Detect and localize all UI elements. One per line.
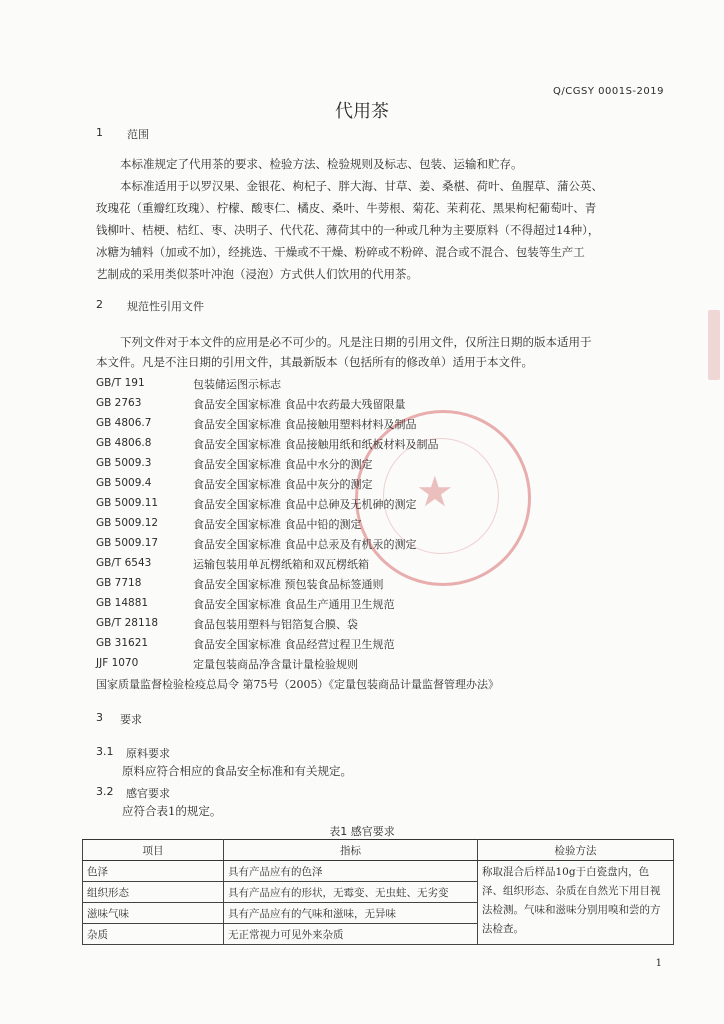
page-number: 1: [655, 958, 662, 969]
table-cell-index: 无正常视力可见外来杂质: [224, 924, 478, 945]
reference-title: 食品安全国家标准 食品接触用纸和纸板材料及制品: [193, 438, 439, 451]
section-2-line: 下列文件对于本文件的应用是必不可少的。凡是注日期的引用文件，仅所注日期的版本适用于: [120, 335, 592, 349]
reference-title: 食品安全国家标准 食品中灰分的测定: [193, 478, 373, 491]
page-edge-mark: [708, 310, 720, 380]
reference-title: 食品安全国家标准 食品接触用塑料材料及制品: [193, 418, 417, 431]
table-row: [83, 861, 674, 882]
table-1-caption: 表1 感官要求: [329, 825, 395, 838]
reference-code: GB/T 191: [96, 377, 145, 389]
reference-code: GB 4806.7: [96, 417, 152, 429]
table-cell-item: 滋味气味: [83, 903, 224, 924]
reference-title: 食品安全国家标准 食品中总砷及无机砷的测定: [193, 498, 417, 511]
section-3-1-number: 3.1: [96, 745, 114, 758]
section-3-heading: 要求: [120, 713, 142, 726]
section-3-number: 3: [96, 711, 103, 724]
reference-code: GB 2763: [96, 397, 142, 409]
section-1-number: 1: [96, 126, 103, 139]
table-header-cell: 项目: [83, 840, 224, 861]
reference-code: GB 5009.12: [96, 517, 159, 529]
table-cell-item: 色泽: [83, 861, 224, 882]
section-1-line: 冰糖为辅料（加或不加），经挑选、干燥或不干燥、粉碎或不粉碎、混合或不混合、包装等生产工: [96, 245, 585, 259]
section-1-line: 本标准规定了代用茶的要求、检验方法、检验规则及标志、包装、运输和贮存。: [120, 157, 523, 171]
section-3-2-number: 3.2: [96, 785, 114, 798]
reference-code: GB 31621: [96, 637, 149, 649]
reference-code: GB 7718: [96, 577, 142, 589]
table-cell-item: 组织形态: [83, 882, 224, 903]
document-title: 代用茶: [335, 101, 389, 122]
reference-code: GB 5009.17: [96, 537, 159, 549]
section-2-heading: 规范性引用文件: [127, 300, 204, 313]
reference-code: GB 14881: [96, 597, 149, 609]
reference-title: 食品安全国家标准 食品中总汞及有机汞的测定: [193, 538, 417, 551]
section-3-1-heading: 原料要求: [126, 747, 170, 760]
section-1-line: 玫瑰花（重瓣红玫瑰）、柠檬、酸枣仁、橘皮、桑叶、牛蒡根、菊花、茉莉花、黑果枸杞葡萄叶、青: [96, 201, 597, 215]
reference-code: GB 5009.11: [96, 497, 159, 509]
table-cell-index: 具有产品应有的形状，无霉变、无虫蛀、无劣变: [224, 882, 478, 903]
table-cell-index: 具有产品应有的色泽: [224, 861, 478, 882]
reference-code: GB/T 6543: [96, 557, 152, 569]
section-1-line: 钱柳叶、桔梗、桔红、枣、决明子、代代花、薄荷其中的一种或几种为主要原料（不得超过14种），: [96, 223, 600, 237]
table-header-cell: 检验方法: [478, 840, 674, 861]
table-header-cell: 指标: [224, 840, 478, 861]
reference-title: 定量包装商品净含量计量检验规则: [193, 658, 358, 671]
reference-title: 食品安全国家标准 食品经营过程卫生规范: [193, 638, 395, 651]
standard-code: Q/CGSY 0001S-2019: [553, 86, 664, 97]
table-cell-item: 杂质: [83, 924, 224, 945]
reference-title: 食品安全国家标准 食品中铅的测定: [193, 518, 362, 531]
reference-title: 食品安全国家标准 预包装食品标签通则: [193, 578, 384, 591]
section-1-line: 艺制成的采用类似茶叶冲泡（浸泡）方式供人们饮用的代用茶。: [96, 267, 418, 281]
reference-code: GB 5009.3: [96, 457, 152, 469]
reference-title: 运输包装用单瓦楞纸箱和双瓦楞纸箱: [193, 558, 369, 571]
reference-order: 国家质量监督检验检疫总局令 第75号（2005）《定量包装商品计量监督管理办法》: [96, 678, 499, 691]
reference-title: 食品安全国家标准 食品中农药最大残留限量: [193, 398, 406, 411]
reference-code: GB 4806.8: [96, 437, 152, 449]
section-3-1-text: 原料应符合相应的食品安全标准和有关规定。: [122, 764, 352, 778]
section-3-2-text: 应符合表1的规定。: [122, 804, 222, 818]
section-3-2-heading: 感官要求: [126, 787, 170, 800]
sensory-requirements-table: [82, 839, 674, 945]
table-cell-index: 具有产品应有的气味和滋味，无异味: [224, 903, 478, 924]
reference-code: GB 5009.4: [96, 477, 152, 489]
reference-title: 食品包装用塑料与铝箔复合膜、袋: [193, 618, 358, 631]
section-1-heading: 范围: [127, 128, 149, 141]
reference-title: 食品安全国家标准 食品生产通用卫生规范: [193, 598, 395, 611]
reference-title: 食品安全国家标准 食品中水分的测定: [193, 458, 373, 471]
reference-code: JJF 1070: [96, 657, 139, 669]
reference-title: 包装储运图示标志: [193, 378, 281, 391]
section-2-number: 2: [96, 298, 103, 311]
red-seal-stamp: ★: [355, 410, 531, 586]
section-2-line: 本文件。凡是不注日期的引用文件，其最新版本（包括所有的修改单）适用于本文件。: [96, 355, 533, 369]
section-1-line: 本标准适用于以罗汉果、金银花、枸杞子、胖大海、甘草、姜、桑椹、荷叶、鱼腥草、蒲公英、: [120, 179, 603, 193]
table-cell-method: 称取混合后样品10g于白瓷盘内，色泽、组织形态、杂质在自然光下用目视法检测。气味和滋味分别用嗅和尝的方法检查。: [478, 861, 674, 945]
table-header-row: [83, 840, 674, 861]
reference-code: GB/T 28118: [96, 617, 159, 629]
